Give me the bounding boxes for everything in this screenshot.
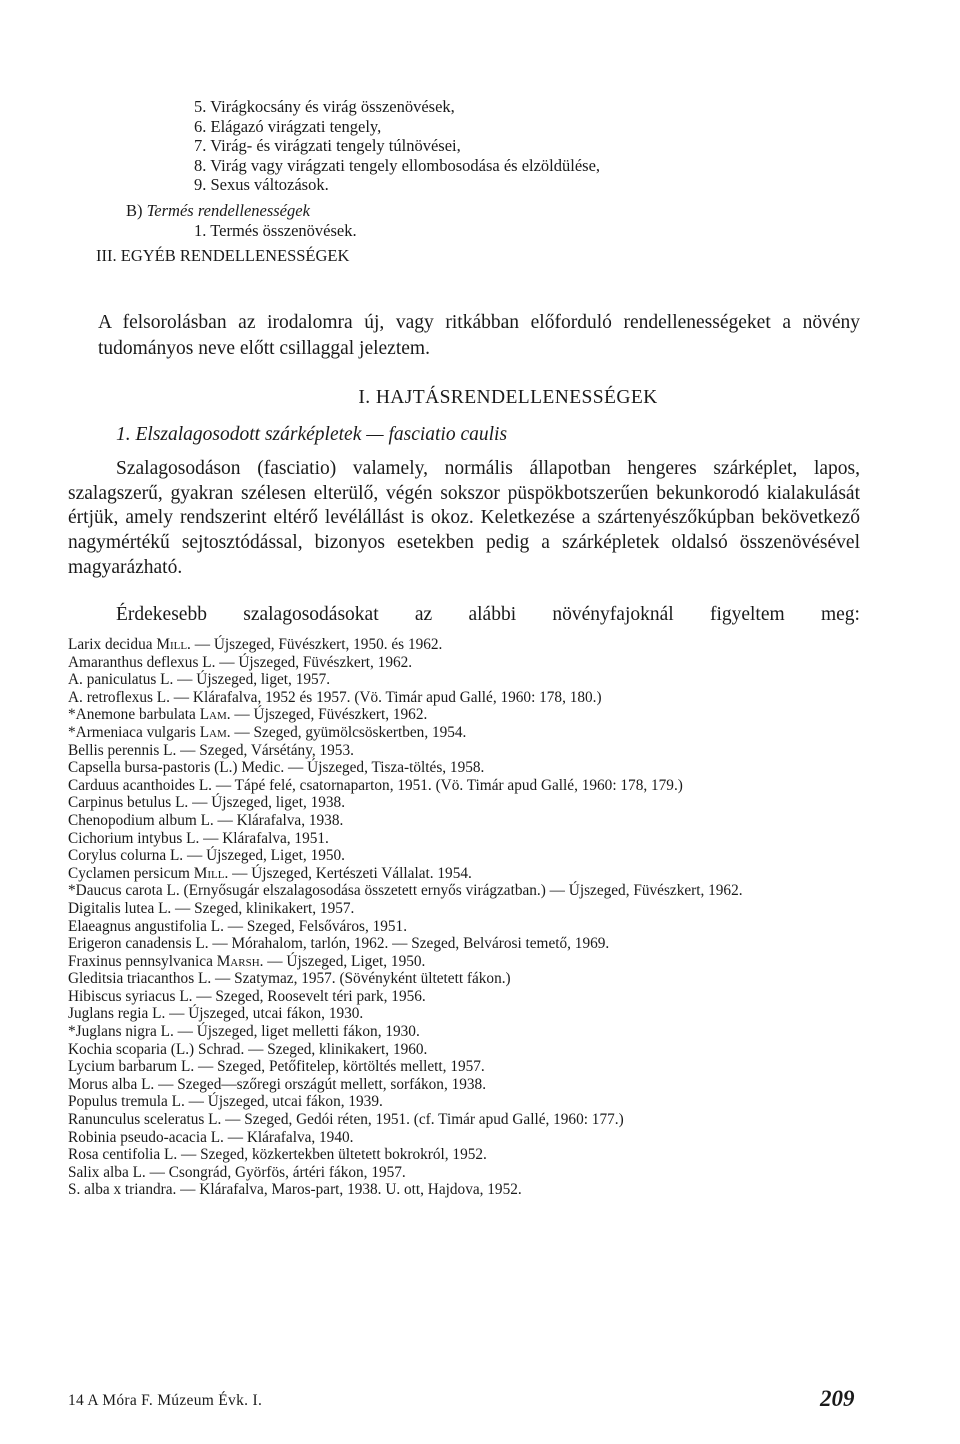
species-locality: — Újszeged, Kertészeti Vállalat. 1954.: [228, 864, 472, 882]
list-item: [68, 1164, 862, 1182]
list-item: [68, 865, 862, 883]
subsection-heading: 1. Elszalagosodott szárképletek — fasciatio caulis: [116, 424, 508, 445]
outline-item: 7. Virág- és virágzati tengely túlnövései,: [194, 136, 461, 156]
species-locality: — Tápé felé, csatornaparton, 1951. (Vö. Timár apud Gallé, 1960: 178, 179.): [212, 776, 683, 794]
species-locality: — Klárafalva, 1940.: [223, 1128, 354, 1146]
species-locality: — Szeged, Vársétány, 1953.: [176, 741, 354, 759]
list-item: [68, 953, 862, 971]
lead-word: figyeltem: [709, 604, 785, 625]
list-item: [68, 988, 862, 1006]
species-author: Lam.: [199, 723, 231, 741]
outline-list: [96, 97, 601, 266]
species-locality: — Szeged, közkertekben ültetett bokrokról, 1952.: [177, 1146, 487, 1164]
outline-section-b-prefix: B): [126, 200, 147, 220]
outline-item: 1. Termés összenövések.: [194, 220, 357, 240]
species-name: Cichorium intybus L.: [68, 829, 200, 847]
species-name: *Armeniaca vulgaris: [68, 723, 200, 741]
species-locality: — Szeged, klinikakert, 1957.: [171, 899, 355, 917]
species-locality: — Szeged, Roosevelt téri park, 1956.: [192, 987, 426, 1005]
species-name: Kochia scoparia (L.) Schrad.: [68, 1040, 245, 1058]
species-name: Corylus colurna L.: [68, 847, 184, 865]
species-author: Mill.: [193, 864, 229, 882]
species-locality: — Szeged, Gedói réten, 1951. (cf. Timár apud Gallé, 1960: 177.): [221, 1111, 624, 1129]
outline-item: 8. Virág vagy virágzati tengely ellombosodása és elzöldülése,: [194, 155, 601, 175]
species-locality: — Újszeged, liget, 1938.: [188, 794, 346, 812]
lead-word: az: [414, 604, 433, 625]
list-item: [68, 689, 862, 707]
species-name: Fraxinus pennsylvanica: [68, 952, 217, 970]
outline-section-b-title: Termés rendellenességek: [146, 200, 310, 220]
species-name: Carpinus betulus L.: [68, 794, 189, 812]
species-locality: — Szeged, gyümölcsöskertben, 1954.: [230, 723, 467, 741]
species-name: Hibiscus syriacus L.: [68, 987, 193, 1005]
list-item: [68, 1129, 862, 1147]
body-text: [68, 457, 860, 581]
lead-word: Érdekesebb: [116, 604, 207, 625]
species-name: Chenopodium album L.: [68, 811, 214, 829]
intro-paragraph: A felsorolásban az irodalomra új, vagy ritkábban előforduló rendellenességeket a növény tudományos neve előtt csillaggal jeleztem.: [98, 312, 860, 359]
species-name: A. paniculatus L.: [68, 671, 174, 689]
list-item: [68, 847, 862, 865]
list-item: [68, 970, 862, 988]
outline-item: 9. Sexus változások.: [194, 175, 329, 195]
list-item: [68, 1041, 862, 1059]
body-paragraph: Szalagosodáson (fasciatio) valamely, normális állapotban hengeres szárképlet, lapos, szalagszerű, gyakran szélesen elterülő, végén sokszor püspökbotszerűen bekunkorodó kialakulását értjük, amely rendszerint eltérő levélállást is okoz. Keletkezése a szártenyészőkúpban bekövetkező nagymértékű sejtosztódással, bizonyos esetekben pedig a szárképletek oldalsó összenövésével magyarázható.: [68, 458, 860, 578]
list-item: [68, 742, 862, 760]
species-name: Gleditsia triacanthos L.: [68, 970, 212, 988]
list-item: [68, 812, 862, 830]
species-name: Amaranthus deflexus L.: [68, 653, 216, 671]
outline-section-iii: III. EGYÉB RENDELLENESSÉGEK: [96, 246, 350, 266]
species-locality: (Ernyősugár elszalagosodása összetett ernyős virágzatban.) — Újszeged, Füvészkert, 1962.: [179, 882, 743, 900]
list-item: [68, 724, 862, 742]
species-name: *Daucus carota L.: [68, 882, 180, 900]
list-item: [68, 1093, 862, 1111]
footer-signature: 14 A Móra F. Múzeum Évk. I.: [68, 1392, 263, 1409]
lead-word: szalagosodásokat: [243, 604, 379, 625]
species-name: Digitalis lutea L.: [68, 899, 172, 917]
lead-word: növényfajoknál: [552, 604, 674, 625]
species-name: Salix alba L.: [68, 1163, 146, 1181]
outline-item: 5. Virágkocsány és virág összenövések,: [194, 97, 455, 116]
list-item: [68, 1181, 862, 1199]
list-item: [68, 882, 862, 900]
list-item: [68, 1023, 862, 1041]
species-locality: — Csongrád, Györfös, ártéri fákon, 1957.: [145, 1163, 406, 1181]
list-item: [68, 1076, 862, 1094]
species-name: Erigeron canadensis L.: [68, 935, 209, 953]
species-name: Robinia pseudo-acacia L.: [68, 1128, 224, 1146]
list-item: [68, 1005, 862, 1023]
species-locality: — Klárafalva, 1952 és 1957. (Vö. Timár apud Gallé, 1960: 178, 180.): [169, 688, 602, 706]
list-item: [68, 759, 862, 777]
species-locality: — Mórahalom, tarlón, 1962. — Szeged, Belvárosi temető, 1969.: [208, 935, 610, 953]
list-item: [68, 1058, 862, 1076]
outline-section-b: [126, 201, 600, 221]
list-item: [68, 1146, 862, 1164]
species-name: Capsella bursa-pastoris (L.) Medic.: [68, 759, 285, 777]
species-locality: — Szeged, Felsőváros, 1951.: [223, 917, 408, 935]
species-name: Larix decidua: [68, 636, 157, 653]
species-locality: — Szeged—szőregi országút mellett, sorfákon, 1938.: [154, 1075, 487, 1093]
list-item: [68, 918, 862, 936]
lead-word: alábbi: [468, 604, 517, 625]
species-locality: — Újszeged, Liget, 1950.: [183, 847, 345, 865]
species-locality: — Újszeged, liget, 1957.: [173, 671, 331, 689]
species-locality: — Újszeged, Füvészkert, 1962.: [215, 653, 413, 671]
species-name: Morus alba L.: [68, 1075, 155, 1093]
list-item: [68, 706, 862, 724]
species-name: S. alba x triandra.: [68, 1181, 177, 1199]
species-name: Carduus acanthoides L.: [68, 776, 213, 794]
species-name: Rosa centifolia L.: [68, 1146, 178, 1164]
species-list: [68, 636, 862, 1199]
lead-word: meg:: [820, 604, 860, 625]
species-name: Elaeagnus angustifolia L.: [68, 917, 224, 935]
species-author: Lam.: [199, 706, 231, 724]
species-name: Lycium barbarum L.: [68, 1058, 195, 1076]
species-author: Mill.: [156, 636, 191, 653]
species-locality: — Klárafalva, 1938.: [213, 811, 344, 829]
list-item: [68, 794, 862, 812]
list-item: [68, 935, 862, 953]
species-name: Bellis perennis L.: [68, 741, 177, 759]
species-name: Juglans regia L.: [68, 1005, 166, 1023]
species-name: Cyclamen persicum: [68, 864, 194, 882]
species-locality: — Szeged, klinikakert, 1960.: [244, 1040, 428, 1058]
section-title: I. HAJTÁSRENDELLENESSÉGEK: [358, 387, 658, 408]
list-item: [68, 654, 862, 672]
list-lead-sentence: [116, 604, 860, 626]
species-locality: — Újszeged, Tisza-töltés, 1958.: [284, 759, 485, 777]
list-item: [68, 671, 862, 689]
species-locality: — Újszeged, utcai fákon, 1939.: [184, 1093, 383, 1111]
species-locality: — Újszeged, Liget, 1950.: [263, 952, 426, 970]
list-item: [68, 777, 862, 795]
species-locality: — Újszeged, Füvészkert, 1962.: [230, 706, 428, 724]
species-locality: — Újszeged, liget melletti fákon, 1930.: [173, 1023, 420, 1041]
species-locality: — Szeged, Petőfitelep, körtöltés mellett, 1957.: [194, 1058, 485, 1076]
species-locality: — Klárafalva, 1951.: [199, 829, 329, 847]
page-number: 209: [820, 1386, 855, 1411]
list-item: [68, 636, 862, 654]
species-name: Populus tremula L.: [68, 1093, 185, 1111]
list-item: [68, 900, 862, 918]
list-item: [68, 1111, 862, 1129]
species-locality: — Klárafalva, Maros-part, 1938. U. ott, Hajdova, 1952.: [176, 1181, 522, 1199]
species-name: *Anemone barbulata: [68, 706, 200, 724]
species-locality: — Újszeged, utcai fákon, 1930.: [165, 1005, 364, 1023]
species-name: *Juglans nigra L.: [68, 1023, 174, 1041]
species-author: Marsh.: [216, 952, 264, 970]
species-name: Ranunculus sceleratus L.: [68, 1111, 222, 1129]
species-locality: — Újszeged, Füvészkert, 1950. és 1962.: [190, 636, 443, 653]
species-name: A. retroflexus L.: [68, 688, 170, 706]
outline-item: 6. Elágazó virágzati tengely,: [194, 116, 382, 136]
list-item: [68, 830, 862, 848]
species-locality: — Szatymaz, 1957. (Sövényként ültetett fákon.): [211, 970, 511, 988]
